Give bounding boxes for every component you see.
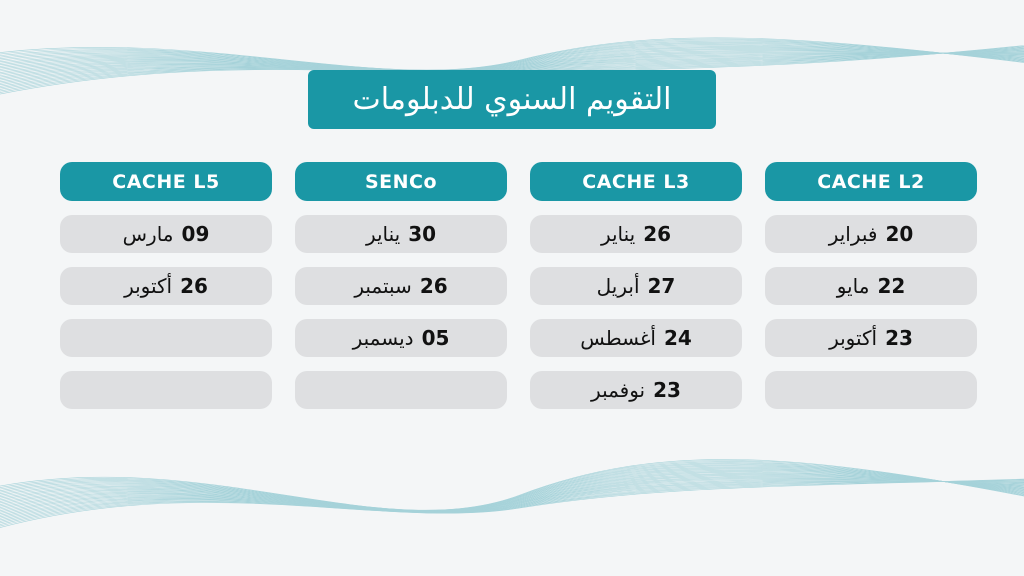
- wave-line: [0, 477, 1024, 517]
- date-cell: [60, 371, 272, 409]
- wave-line: [0, 42, 1024, 70]
- date-cell: 24 أغسطس: [530, 319, 742, 357]
- wave-line: [0, 40, 1024, 70]
- column-cache-l2: [765, 162, 977, 409]
- column-header: CACHE L2: [765, 162, 977, 201]
- wave-line: [0, 459, 1024, 510]
- wave-line: [0, 471, 1024, 511]
- column-header: SENCo: [295, 162, 507, 201]
- date-cell: 26 يناير: [530, 215, 742, 253]
- date-cell: 22 مايو: [765, 267, 977, 305]
- column-header: CACHE L5: [60, 162, 272, 201]
- date-cell: 23 نوفمبر: [530, 371, 742, 409]
- wave-line: [0, 481, 1024, 526]
- wave-line: [0, 480, 1024, 522]
- date-cell: [60, 319, 272, 357]
- wave-line: [0, 478, 1024, 533]
- wave-line: [0, 39, 1024, 70]
- date-cell: 20 فبراير: [765, 215, 977, 253]
- wave-line: [0, 45, 1024, 70]
- column-cache-l3: [530, 162, 742, 409]
- date-cell: 27 أبريل: [530, 267, 742, 305]
- wave-line: [0, 479, 1024, 521]
- wave-line: [0, 475, 1024, 514]
- wave-line: [0, 469, 1024, 511]
- wave-line: [0, 47, 1024, 71]
- wave-line: [0, 466, 1024, 511]
- wave-line: [0, 44, 1024, 70]
- wave-line: [0, 467, 1024, 511]
- date-cell: 30 يناير: [295, 215, 507, 253]
- wave-line: [0, 43, 1024, 70]
- wave-line: [0, 470, 1024, 511]
- wave-line: [0, 38, 1024, 70]
- date-cell: 05 ديسمبر: [295, 319, 507, 357]
- wave-line: [0, 478, 1024, 519]
- page-title: التقويم السنوي للدبلومات: [308, 70, 716, 129]
- date-cell: 09 مارس: [60, 215, 272, 253]
- date-cell: [765, 371, 977, 409]
- date-cell: 26 سبتمبر: [295, 267, 507, 305]
- column-senco: [295, 162, 507, 409]
- wave-line: [0, 468, 1024, 511]
- wave-line: [0, 474, 1024, 512]
- date-cell: [295, 371, 507, 409]
- wave-line: [0, 465, 1024, 511]
- wave-line: [0, 481, 1024, 525]
- wave-line: [0, 49, 1024, 72]
- column-cache-l5: [60, 162, 272, 409]
- wave-line: [0, 460, 1024, 510]
- decorative-wave-bottom: [0, 430, 1024, 570]
- wave-line: [0, 476, 1024, 516]
- wave-line: [0, 463, 1024, 511]
- wave-line: [0, 41, 1024, 70]
- wave-line: [0, 480, 1024, 523]
- column-header: CACHE L3: [530, 162, 742, 201]
- wave-line: [0, 479, 1024, 531]
- wave-line: [0, 464, 1024, 511]
- wave-line: [0, 480, 1024, 530]
- wave-line: [0, 472, 1024, 511]
- wave-line: [0, 473, 1024, 511]
- date-cell: 23 أكتوبر: [765, 319, 977, 357]
- date-cell: 26 أكتوبر: [60, 267, 272, 305]
- wave-line: [0, 462, 1024, 511]
- wave-line: [0, 481, 1024, 529]
- wave-line: [0, 46, 1024, 70]
